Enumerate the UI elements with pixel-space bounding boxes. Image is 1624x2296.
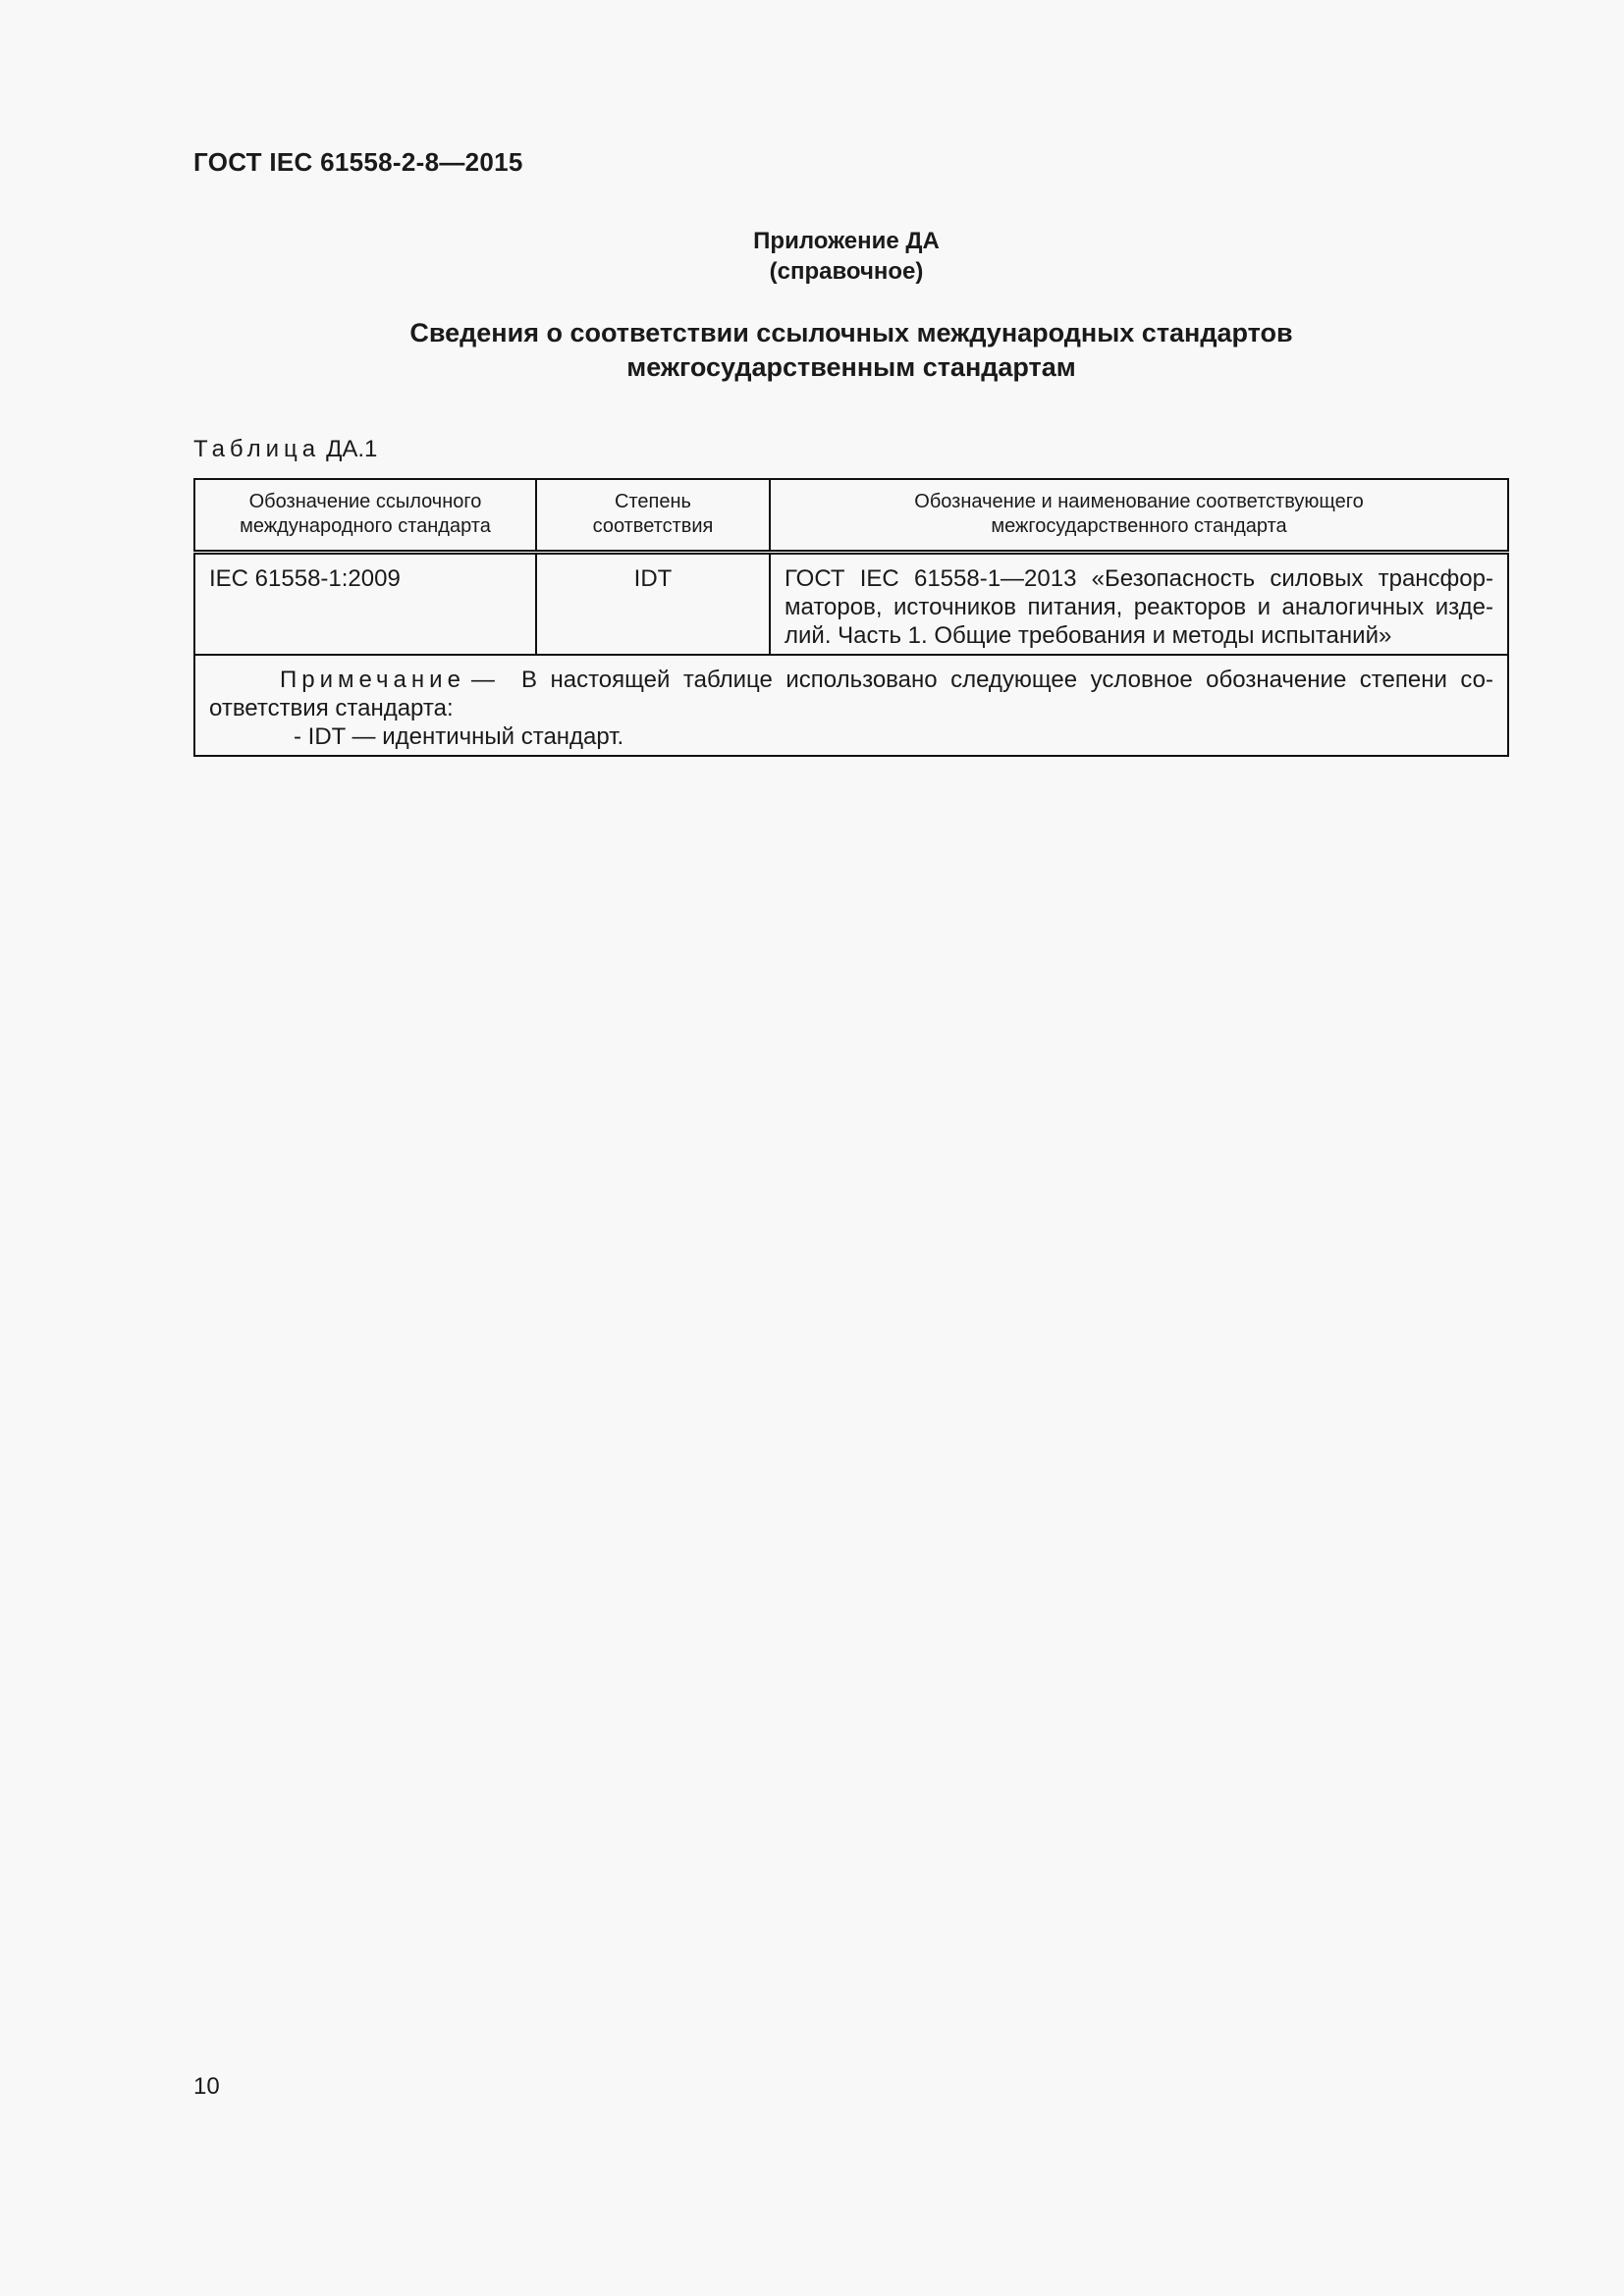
- table-row: [194, 553, 1508, 656]
- document-title-line2: межгосударственным стандартам: [626, 352, 1076, 382]
- table-note: [194, 655, 1508, 756]
- table-caption: [193, 436, 377, 463]
- note-item: - IDT — идентичный стандарт.: [294, 723, 624, 750]
- cell-degree: IDT: [536, 553, 770, 656]
- table-caption-number: ДА.1: [326, 436, 378, 462]
- cell-name: ГОСТ IEC 61558-1—2013 «Безопасность силовых трансформаторов, источников питания, реакторов и аналогичных изделий. Часть 1. Общие требования и методы испытаний»: [770, 553, 1508, 656]
- appendix-subtitle: (справочное): [769, 258, 924, 285]
- header-degree-line1: Степень: [615, 491, 691, 512]
- note-text: В настоящей таблице использовано следующее условное обозначение степени соответствия стандарта:: [209, 667, 1493, 721]
- appendix-title: Приложение ДА: [753, 228, 940, 254]
- note-label: Примечание: [280, 667, 465, 693]
- standards-table: [193, 478, 1509, 757]
- document-header: ГОСТ IEC 61558-2-8—2015: [193, 147, 523, 177]
- table-header-row: [194, 479, 1508, 553]
- header-reference: [194, 479, 536, 553]
- document-title-line1: Сведения о соответствии ссылочных международных стандартов: [409, 318, 1293, 347]
- header-reference-line1: Обозначение ссылочного: [248, 491, 482, 512]
- header-name-line2: межгосударственного стандарта: [991, 515, 1287, 537]
- header-degree-line2: соответствия: [592, 515, 714, 537]
- header-name-line1: Обозначение и наименование соответствующего: [914, 491, 1364, 512]
- table-caption-label: Таблица: [193, 436, 321, 462]
- cell-reference: IEC 61558-1:2009: [194, 553, 536, 656]
- header-degree: [536, 479, 770, 553]
- page-number: 10: [193, 2073, 220, 2100]
- document-title: [193, 316, 1509, 385]
- table-note-row: [194, 655, 1508, 756]
- header-name: [770, 479, 1508, 553]
- header-reference-line2: международного стандарта: [240, 515, 491, 537]
- appendix-heading: [0, 226, 1624, 287]
- note-dash: —: [470, 667, 495, 693]
